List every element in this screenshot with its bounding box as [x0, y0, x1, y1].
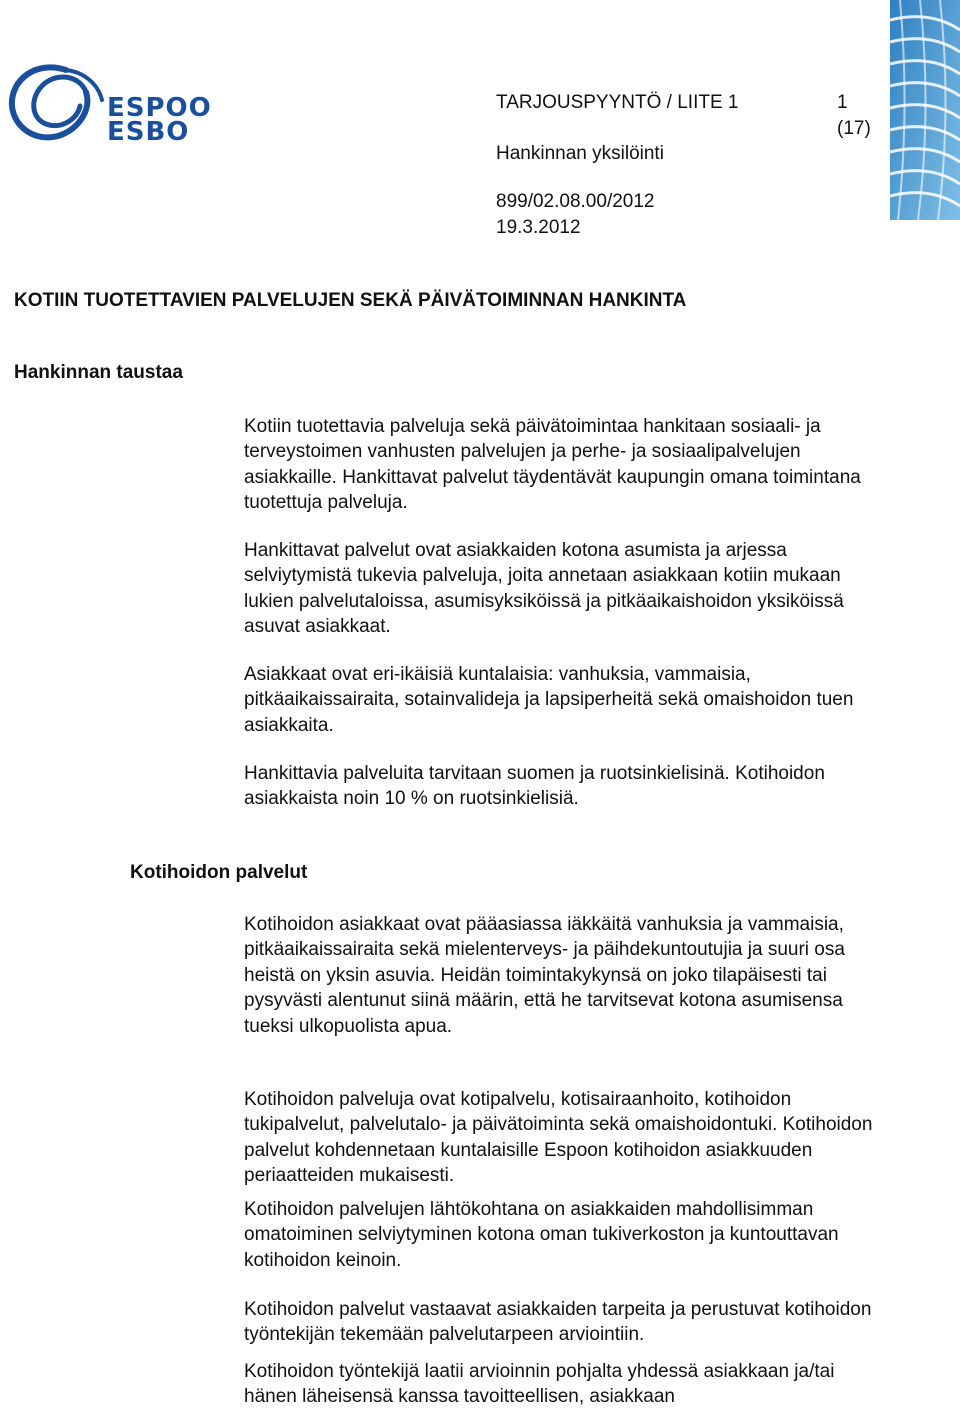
home-care-paragraph-4 — [244, 1297, 884, 1348]
reference-number: 899/02.08.00/2012 — [496, 191, 655, 212]
paragraph: Hankittavia palveluita tarvitaan suomen ja ruotsinkielisinä. Kotihoidon asiakkaista noin 10 % on ruotsinkielisiä. — [244, 763, 825, 810]
paragraph: Kotihoidon asiakkaat ovat pääasiassa iäkkäitä vanhuksia ja vammaisia, pitkäaikaissairaita sekä mielenterveys- ja päihdekuntoutujia ja suuri osa heistä on yksin asuvia. Heidän toimintakykynsä on joko tilapäisesti tai pysyvästi alentunut siinä määrin, että he tarvitsevat kotona asumisensa tueksi ulkopuolista apua. — [244, 914, 845, 1037]
page-total: (17) — [837, 118, 871, 139]
background-paragraph-2 — [244, 538, 884, 640]
home-care-paragraph-2 — [244, 1087, 884, 1189]
paragraph: Kotihoidon palvelujen lähtökohtana on asiakkaiden mahdollisimman omatoiminen selviytyminen kotona oman tukiverkoston ja kuntouttavan kotihoidon keinoin. — [244, 1199, 839, 1271]
background-paragraph-4 — [244, 761, 884, 812]
document-title: KOTIIN TUOTETTAVIEN PALVELUJEN SEKÄ PÄIVÄTOIMINNAN HANKINTA — [14, 290, 687, 311]
home-care-paragraph-1 — [244, 912, 884, 1039]
home-care-paragraph-5 — [244, 1359, 884, 1410]
paragraph: Asiakkaat ovat eri-ikäisiä kuntalaisia: vanhuksia, vammaisia, pitkäaikaissairaita, sotainvalideja ja lapsiperheitä sekä omaishoidon tuen asiakkaita. — [244, 664, 854, 736]
document-date: 19.3.2012 — [496, 217, 581, 238]
corner-decoration — [890, 0, 960, 220]
background-paragraph-1 — [244, 414, 884, 516]
paragraph: Kotihoidon työntekijä laatii arvioinnin pohjalta yhdessä asiakkaan ja/tai hänen läheisensä kanssa tavoitteellisen, asiakkaan — [244, 1361, 835, 1408]
page-number: 1 — [837, 92, 848, 113]
logo-line-espoo: ESPOO — [107, 93, 212, 123]
logo-wordmark — [107, 93, 212, 147]
paragraph: Kotihoidon palveluja ovat kotipalvelu, kotisairaanhoito, kotihoidon tukipalvelut, palvelutalo- ja päivätoiminta sekä omaishoidontuki. Kotihoidon palvelut kohdennetaan kuntalaisille Espoon kotihoidon asiakkuuden periaatteiden mukaisesti. — [244, 1089, 873, 1187]
logo-line-esbo: ESBO — [107, 117, 190, 147]
doc-type: TARJOUSPYYNTÖ / LIITE 1 — [496, 92, 739, 113]
paragraph: Kotihoidon palvelut vastaavat asiakkaiden tarpeita ja perustuvat kotihoidon työntekijän tekemään palvelutarpeen arviointiin. — [244, 1299, 872, 1346]
paragraph: Hankittavat palvelut ovat asiakkaiden kotona asumista ja arjessa selviytymistä tukevia palveluja, joita annetaan asiakkaan kotiin mukaan lukien palvelutaloissa, asumisyksiköissä ja pitkäaikaishoidon yksiköissä asuvat asiakkaat. — [244, 540, 844, 638]
section-heading-background: Hankinnan taustaa — [14, 362, 183, 383]
home-care-paragraph-3 — [244, 1197, 884, 1273]
paragraph: Kotiin tuotettavia palveluja sekä päivätoimintaa hankitaan sosiaali- ja terveystoimen vanhusten palvelujen ja perhe- ja sosiaalipalvelujen asiakkaille. Hankittavat palvelut täydentävät kaupungin omana toimintana tuotettuja palveluja. — [244, 416, 861, 514]
doc-subtitle: Hankinnan yksilöinti — [496, 143, 664, 164]
section-heading-home-care: Kotihoidon palvelut — [130, 862, 308, 883]
corner-stripes-graphic — [890, 0, 960, 220]
background-paragraph-3 — [244, 662, 884, 738]
